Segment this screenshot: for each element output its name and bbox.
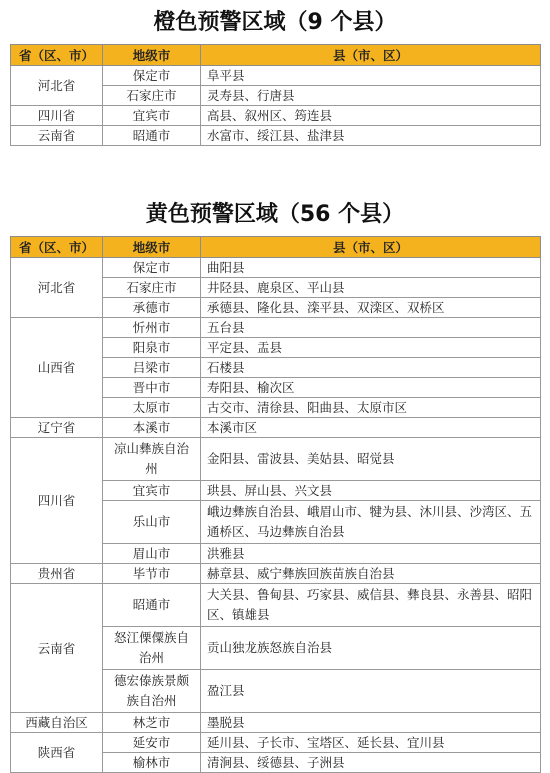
county-cell: 平定县、盂县 xyxy=(201,338,541,358)
table-row xyxy=(11,564,541,584)
orange-warning-title: 橙色预警区域（9 个县） xyxy=(153,10,397,35)
header-province: 省（区、市） xyxy=(11,237,103,258)
header-county: 县（市、区） xyxy=(201,45,541,66)
city-cell: 昭通市 xyxy=(103,584,201,627)
city-cell: 吕梁市 xyxy=(103,358,201,378)
table-row xyxy=(11,733,541,753)
province-cell: 四川省 xyxy=(11,438,103,564)
city-cell: 承德市 xyxy=(103,298,201,318)
city-cell: 保定市 xyxy=(103,66,201,86)
city-cell: 石家庄市 xyxy=(103,86,201,106)
header-county: 县（市、区） xyxy=(201,237,541,258)
county-cell: 井陉县、鹿泉区、平山县 xyxy=(201,278,541,298)
province-cell: 贵州省 xyxy=(11,564,103,584)
county-cell: 洪雅县 xyxy=(201,544,541,564)
table-row xyxy=(11,258,541,278)
table-row xyxy=(11,713,541,733)
table-header-row xyxy=(11,237,541,258)
header-city: 地级市 xyxy=(103,237,201,258)
table-header-row xyxy=(11,45,541,66)
county-cell: 承德县、隆化县、滦平县、双滦区、双桥区 xyxy=(201,298,541,318)
city-cell: 榆林市 xyxy=(103,753,201,773)
county-cell: 盈江县 xyxy=(201,670,541,713)
province-cell: 河北省 xyxy=(11,258,103,318)
orange-warning-table xyxy=(10,44,541,146)
city-cell: 忻州市 xyxy=(103,318,201,338)
county-cell: 本溪市区 xyxy=(201,418,541,438)
county-cell: 延川县、子长市、宝塔区、延长县、宜川县 xyxy=(201,733,541,753)
city-cell: 眉山市 xyxy=(103,544,201,564)
header-city: 地级市 xyxy=(103,45,201,66)
city-cell: 本溪市 xyxy=(103,418,201,438)
table-row xyxy=(11,66,541,86)
table-row xyxy=(11,438,541,481)
city-cell: 林芝市 xyxy=(103,713,201,733)
city-cell: 乐山市 xyxy=(103,501,201,544)
province-cell: 西藏自治区 xyxy=(11,713,103,733)
city-cell: 昭通市 xyxy=(103,126,201,146)
city-cell: 宜宾市 xyxy=(103,481,201,501)
province-cell: 山西省 xyxy=(11,318,103,418)
city-cell: 晋中市 xyxy=(103,378,201,398)
county-cell: 寿阳县、榆次区 xyxy=(201,378,541,398)
county-cell: 峨边彝族自治县、峨眉山市、犍为县、沐川县、沙湾区、五通桥区、马边彝族自治县 xyxy=(201,501,541,544)
county-cell: 贡山独龙族怒族自治县 xyxy=(201,627,541,670)
city-cell: 石家庄市 xyxy=(103,278,201,298)
yellow-warning-title: 黄色预警区域（56 个县） xyxy=(145,202,405,227)
city-cell: 毕节市 xyxy=(103,564,201,584)
province-cell: 云南省 xyxy=(11,126,103,146)
city-cell: 宜宾市 xyxy=(103,106,201,126)
table-row xyxy=(11,418,541,438)
county-cell: 墨脱县 xyxy=(201,713,541,733)
county-cell: 水富市、绥江县、盐津县 xyxy=(201,126,541,146)
county-cell: 灵寿县、行唐县 xyxy=(201,86,541,106)
city-cell: 凉山彝族自治州 xyxy=(103,438,201,481)
county-cell: 阜平县 xyxy=(201,66,541,86)
province-cell: 四川省 xyxy=(11,106,103,126)
county-cell: 金阳县、雷波县、美姑县、昭觉县 xyxy=(201,438,541,481)
city-cell: 保定市 xyxy=(103,258,201,278)
header-province: 省（区、市） xyxy=(11,45,103,66)
county-cell: 珙县、屏山县、兴文县 xyxy=(201,481,541,501)
table-row xyxy=(11,126,541,146)
city-cell: 怒江傈僳族自治州 xyxy=(103,627,201,670)
province-cell: 陕西省 xyxy=(11,733,103,773)
city-cell: 德宏傣族景颇族自治州 xyxy=(103,670,201,713)
table-row xyxy=(11,584,541,627)
province-cell: 云南省 xyxy=(11,584,103,713)
table-row xyxy=(11,106,541,126)
county-cell: 石楼县 xyxy=(201,358,541,378)
county-cell: 大关县、鲁甸县、巧家县、威信县、彝良县、永善县、昭阳区、镇雄县 xyxy=(201,584,541,627)
county-cell: 高县、叙州区、筠连县 xyxy=(201,106,541,126)
county-cell: 五台县 xyxy=(201,318,541,338)
province-cell: 河北省 xyxy=(11,66,103,106)
province-cell: 辽宁省 xyxy=(11,418,103,438)
county-cell: 清涧县、绥德县、子洲县 xyxy=(201,753,541,773)
table-row xyxy=(11,318,541,338)
county-cell: 曲阳县 xyxy=(201,258,541,278)
city-cell: 延安市 xyxy=(103,733,201,753)
county-cell: 古交市、清徐县、阳曲县、太原市区 xyxy=(201,398,541,418)
city-cell: 太原市 xyxy=(103,398,201,418)
city-cell: 阳泉市 xyxy=(103,338,201,358)
county-cell: 赫章县、威宁彝族回族苗族自治县 xyxy=(201,564,541,584)
yellow-warning-table xyxy=(10,236,541,773)
